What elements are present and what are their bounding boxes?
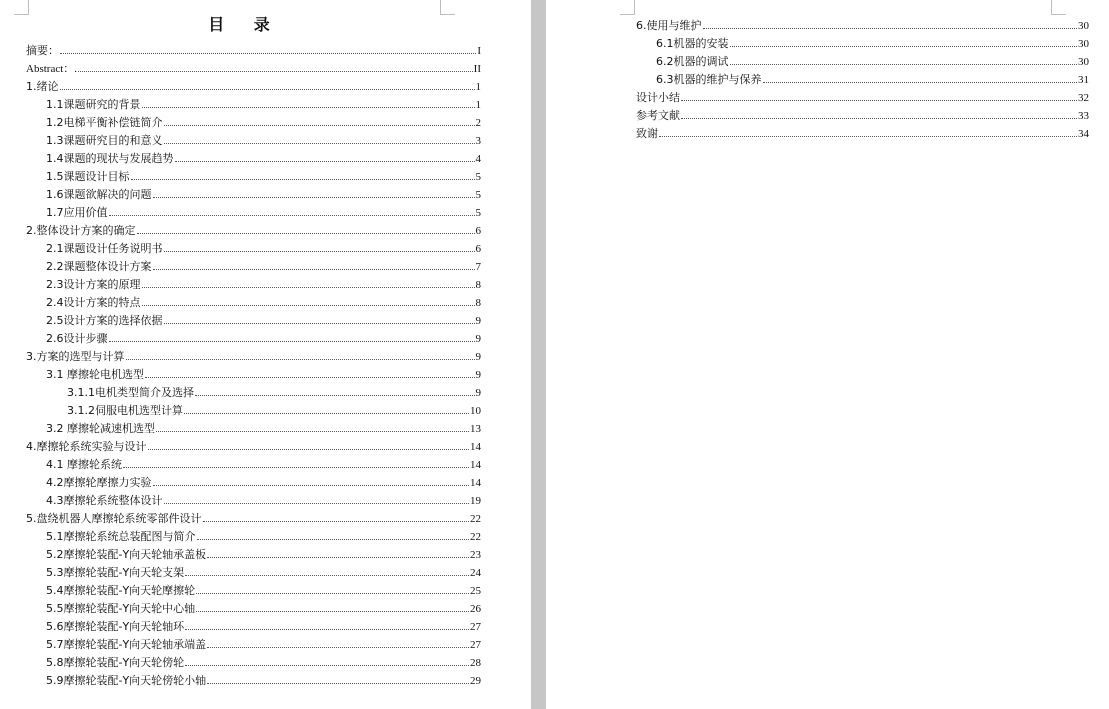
toc-entry-title: 3.方案的选型与计算	[26, 350, 125, 363]
toc-entry-title: 4.摩擦轮系统实验与设计	[26, 440, 147, 453]
toc-entry[interactable]	[636, 17, 1089, 35]
page-corner-mark	[620, 0, 635, 15]
toc-entry[interactable]	[26, 492, 481, 510]
toc-dot-leader	[153, 485, 470, 486]
toc-entry-title: 3.1 摩擦轮电机选型	[46, 368, 144, 381]
toc-entry-title: 参考文献	[636, 109, 680, 122]
toc-entry[interactable]	[636, 53, 1089, 71]
toc-dot-leader	[196, 611, 469, 612]
toc-dot-leader	[185, 575, 469, 576]
toc-entry-page-number: 5	[475, 189, 481, 201]
toc-entry-title: 1.2电梯平衡补偿链简介	[46, 116, 163, 129]
toc-entry-page-number: 5	[475, 171, 481, 183]
toc-title: 目 录	[208, 15, 282, 34]
toc-entry-page-number: I	[477, 45, 481, 57]
toc-dot-leader	[164, 251, 475, 252]
toc-entry[interactable]	[26, 546, 481, 564]
toc-entry-title: 2.3设计方案的原理	[46, 278, 141, 291]
toc-entry-title: 致谢	[636, 127, 658, 140]
toc-entry-page-number: 32	[1078, 92, 1089, 104]
toc-entry-page-number: 9	[475, 387, 481, 399]
toc-dot-leader	[164, 125, 475, 126]
toc-list-left	[26, 42, 481, 690]
toc-entry[interactable]	[26, 348, 481, 366]
toc-dot-leader	[164, 323, 475, 324]
toc-dot-leader	[137, 233, 475, 234]
toc-entry[interactable]	[26, 150, 481, 168]
toc-dot-leader	[126, 359, 475, 360]
toc-entry-page-number: 27	[470, 621, 481, 633]
toc-entry[interactable]	[26, 60, 481, 78]
toc-entry[interactable]	[26, 312, 481, 330]
toc-entry-page-number: 9	[475, 351, 481, 363]
toc-entry-title: 6.2机器的调试	[656, 55, 729, 68]
toc-entry-page-number: 33	[1078, 110, 1089, 122]
toc-dot-leader	[148, 449, 470, 450]
toc-entry[interactable]	[26, 168, 481, 186]
toc-entry[interactable]	[26, 384, 481, 402]
toc-entry[interactable]	[26, 600, 481, 618]
toc-entry-title: 4.2摩擦轮摩擦力实验	[46, 476, 152, 489]
toc-entry[interactable]	[26, 330, 481, 348]
toc-entry-page-number: 6	[475, 243, 481, 255]
toc-entry-page-number: 23	[470, 549, 481, 561]
toc-list-right	[636, 17, 1089, 143]
toc-entry-title: 2.2课题整体设计方案	[46, 260, 152, 273]
toc-entry-page-number: 2	[475, 117, 481, 129]
toc-dot-leader	[109, 341, 475, 342]
toc-dot-leader	[203, 521, 470, 522]
toc-dot-leader	[196, 593, 469, 594]
toc-entry-title: 2.4设计方案的特点	[46, 296, 141, 309]
toc-entry-page-number: 13	[470, 423, 481, 435]
toc-entry-page-number: 14	[470, 459, 481, 471]
toc-entry-title: 6.使用与维护	[636, 19, 702, 32]
toc-entry-page-number: 30	[1078, 20, 1089, 32]
toc-entry-page-number: 27	[470, 639, 481, 651]
toc-entry-page-number: 1	[475, 81, 481, 93]
toc-dot-leader	[681, 100, 1077, 101]
toc-entry-title: 2.5设计方案的选择依据	[46, 314, 163, 327]
toc-dot-leader	[109, 215, 475, 216]
toc-entry-title: 2.6设计步骤	[46, 332, 108, 345]
toc-entry[interactable]	[636, 35, 1089, 53]
toc-entry-title: Abstract：.	[26, 63, 78, 75]
toc-entry[interactable]	[26, 618, 481, 636]
toc-dot-leader	[703, 28, 1078, 29]
toc-dot-leader	[142, 305, 475, 306]
toc-entry-title: 5.4摩擦轮装配-Y向天轮摩擦轮	[46, 584, 196, 597]
toc-entry-page-number: 22	[470, 513, 481, 525]
toc-entry-page-number: 30	[1078, 38, 1089, 50]
toc-entry[interactable]	[636, 125, 1089, 143]
toc-dot-leader	[60, 89, 475, 90]
toc-entry-page-number: 22	[470, 531, 481, 543]
toc-dot-leader	[197, 539, 470, 540]
toc-entry-page-number: 3	[475, 135, 481, 147]
toc-entry[interactable]	[26, 240, 481, 258]
toc-entry-page-number: 9	[475, 369, 481, 381]
toc-entry-page-number: 8	[475, 297, 481, 309]
toc-dot-leader	[175, 161, 475, 162]
toc-entry[interactable]	[26, 258, 481, 276]
toc-entry-title: 5.3摩擦轮装配-Y向天轮支架	[46, 566, 185, 579]
toc-entry[interactable]	[26, 366, 481, 384]
toc-entry-page-number: 5	[475, 207, 481, 219]
toc-entry[interactable]	[26, 204, 481, 222]
toc-entry-page-number: 30	[1078, 56, 1089, 68]
toc-dot-leader	[185, 665, 469, 666]
toc-dot-leader	[156, 431, 469, 432]
toc-entry[interactable]	[26, 582, 481, 600]
toc-entry-page-number: 26	[470, 603, 481, 615]
toc-dot-leader	[153, 269, 475, 270]
toc-dot-leader	[60, 53, 476, 54]
toc-entry[interactable]	[26, 672, 481, 690]
toc-entry-title: 3.1.2伺服电机选型计算	[67, 404, 183, 417]
toc-entry[interactable]	[26, 78, 481, 96]
toc-entry-title: 1.3课题研究目的和意义	[46, 134, 163, 147]
toc-entry[interactable]	[26, 294, 481, 312]
toc-dot-leader	[184, 413, 469, 414]
toc-entry-page-number: 10	[470, 405, 481, 417]
toc-entry[interactable]	[636, 71, 1089, 89]
toc-entry-page-number: 31	[1078, 74, 1089, 86]
toc-entry[interactable]	[26, 438, 481, 456]
toc-entry-title: 1.6课题欲解决的问题	[46, 188, 152, 201]
toc-entry[interactable]	[26, 276, 481, 294]
toc-entry[interactable]	[26, 474, 481, 492]
toc-entry-title: 5.1摩擦轮系统总装配图与简介	[46, 530, 196, 543]
toc-entry-page-number: 25	[470, 585, 481, 597]
toc-entry-title: 1.5课题设计目标	[46, 170, 130, 183]
toc-entry-title: 5.7摩擦轮装配-Y向天轮轴承端盖	[46, 638, 207, 651]
toc-dot-leader	[131, 179, 475, 180]
toc-entry-title: 6.3机器的维护与保养	[656, 73, 762, 86]
toc-entry[interactable]	[26, 114, 481, 132]
toc-entry-page-number: 6	[475, 225, 481, 237]
toc-entry-title: 2.1课题设计任务说明书	[46, 242, 163, 255]
page-corner-mark	[1051, 0, 1066, 15]
toc-entry-title: 1.1课题研究的背景	[46, 98, 141, 111]
toc-dot-leader	[207, 683, 469, 684]
toc-entry-title: 5.9摩擦轮装配-Y向天轮傍轮小轴	[46, 674, 207, 687]
toc-entry-page-number: II	[473, 63, 481, 75]
toc-entry-title: 2.整体设计方案的确定	[26, 224, 136, 237]
toc-entry[interactable]	[26, 528, 481, 546]
toc-entry[interactable]	[26, 654, 481, 672]
toc-entry-title: 摘要：	[26, 44, 59, 57]
toc-dot-leader	[763, 82, 1078, 83]
toc-entry[interactable]	[26, 96, 481, 114]
toc-entry-page-number: 7	[475, 261, 481, 273]
toc-entry-title: 5.盘绕机器人摩擦轮系统零部件设计	[26, 512, 202, 525]
toc-entry[interactable]	[26, 186, 481, 204]
toc-dot-leader	[730, 64, 1078, 65]
toc-entry-page-number: 9	[475, 333, 481, 345]
toc-entry-title: 5.2摩擦轮装配-Y向天轮轴承盖板	[46, 548, 207, 561]
toc-dot-leader	[153, 197, 475, 198]
toc-entry-page-number: 28	[470, 657, 481, 669]
toc-dot-leader	[164, 503, 470, 504]
toc-entry-title: 1.4课题的现状与发展趋势	[46, 152, 174, 165]
toc-entry[interactable]	[26, 636, 481, 654]
toc-dot-leader	[207, 647, 469, 648]
toc-entry-page-number: 14	[470, 477, 481, 489]
toc-dot-leader	[142, 287, 475, 288]
toc-entry-title: 1.7应用价值	[46, 206, 108, 219]
toc-entry-title: 3.2 摩擦轮减速机选型	[46, 422, 155, 435]
toc-entry-title: 4.3摩擦轮系统整体设计	[46, 494, 163, 507]
toc-entry-page-number: 34	[1078, 128, 1089, 140]
toc-dot-leader	[164, 143, 475, 144]
toc-dot-leader	[681, 118, 1077, 119]
toc-entry-page-number: 1	[475, 99, 481, 111]
toc-entry[interactable]	[26, 222, 481, 240]
toc-entry-page-number: 9	[475, 315, 481, 327]
toc-entry[interactable]	[636, 89, 1089, 107]
toc-entry-page-number: 14	[470, 441, 481, 453]
toc-dot-leader	[78, 71, 473, 72]
toc-dot-leader	[142, 107, 475, 108]
toc-entry-page-number: 19	[470, 495, 481, 507]
toc-entry-title: 5.5摩擦轮装配-Y向天轮中心轴	[46, 602, 196, 615]
toc-entry-title: 设计小结	[636, 91, 680, 104]
toc-entry-page-number: 29	[470, 675, 481, 687]
toc-entry[interactable]	[636, 107, 1089, 125]
toc-entry-title: 3.1.1电机类型简介及选择	[67, 386, 194, 399]
toc-entry-title: 6.1机器的安装	[656, 37, 729, 50]
toc-dot-leader	[123, 467, 469, 468]
toc-entry-page-number: 4	[475, 153, 481, 165]
toc-entry[interactable]	[26, 402, 481, 420]
toc-entry[interactable]	[26, 456, 481, 474]
toc-entry-title: 1.绪论	[26, 80, 59, 93]
toc-entry[interactable]	[26, 564, 481, 582]
toc-entry[interactable]	[26, 510, 481, 528]
toc-entry[interactable]	[26, 132, 481, 150]
toc-entry-title: 4.1 摩擦轮系统	[46, 458, 122, 471]
toc-entry-page-number: 24	[470, 567, 481, 579]
toc-dot-leader	[195, 395, 475, 396]
toc-dot-leader	[659, 136, 1077, 137]
toc-dot-leader	[145, 377, 475, 378]
page-gap	[531, 0, 546, 709]
toc-dot-leader	[730, 46, 1078, 47]
toc-dot-leader	[185, 629, 469, 630]
toc-entry-title: 5.8摩擦轮装配-Y向天轮傍轮	[46, 656, 185, 669]
toc-entry[interactable]	[26, 42, 481, 60]
toc-entry-title: 5.6摩擦轮装配-Y向天轮轴环	[46, 620, 185, 633]
toc-entry[interactable]	[26, 420, 481, 438]
toc-entry-page-number: 8	[475, 279, 481, 291]
toc-dot-leader	[207, 557, 469, 558]
